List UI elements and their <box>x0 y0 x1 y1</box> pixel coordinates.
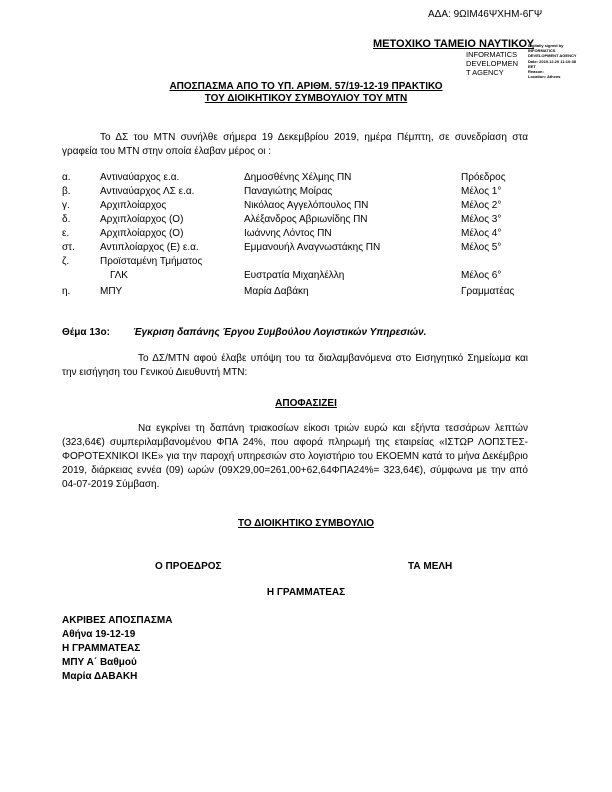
member-name: Εμμανουήλ Αναγνωστάκης ΠΝ <box>244 242 381 253</box>
member-name: Παναγιώτης Μοίρας <box>244 186 333 197</box>
member-position: Μέλος 5° <box>461 242 502 253</box>
member-role: Αντιναύαρχος ΛΣ ε.α. <box>100 186 195 197</box>
member-role: Αντιπλοίαρχος (Ε) ε.α. <box>100 242 199 253</box>
closing-line: Μαρία ΔΑΒΑΚΗ <box>62 671 138 682</box>
decision-heading: ΑΠΟΦΑΣΙΖΕΙ <box>275 398 337 409</box>
member-role: Αρχιπλοίαρχος (Ο) <box>100 214 184 225</box>
stamp-line: T AGENCY <box>466 68 504 77</box>
stamp-detail: Digitally signed by <box>528 43 564 48</box>
secretary-signature: Η ΓΡΑΜΜΑΤΕΑΣ <box>266 587 346 598</box>
member-position: Μέλος 4° <box>461 228 502 239</box>
closing-line: ΜΠΥ Α΄ Βαθμού <box>62 657 137 668</box>
fund-name: ΜΕΤΟΧΙΚΟ ΤΑΜΕΙΟ ΝΑΥΤΙΚΟΥ <box>373 38 535 50</box>
closing-line: Αθήνα 19-12-19 <box>62 629 136 640</box>
stamp-detail: Reason: <box>528 69 544 75</box>
member-letter: γ. <box>62 200 70 211</box>
intro-paragraph: Το ΔΣ του ΜΤΝ συνήλθε σήμερα 19 Δεκεμβρίου 2019, ημέρα Πέμπτη, σε συνεδρίαση στα γραφεία του ΜΤΝ στην οποία έλαβαν μέρος οι : <box>62 132 528 157</box>
member-name: Ιωάννης Λόντος ΠΝ <box>244 228 332 239</box>
member-role: Προϊσταμένη Τμήματος <box>100 256 203 267</box>
member-role: Αρχιπλοίαρχος (Ο) <box>100 228 184 239</box>
member-position: Μέλος 6° <box>461 270 502 281</box>
member-name: Νικόλαος Αγγελόπουλος ΠΝ <box>244 200 369 211</box>
document-title-line-1: ΑΠΟΣΠΑΣΜΑ ΑΠΟ ΤΟ ΥΠ. ΑΡΙΘΜ. 57/19-12-19 ΠΡΑΚΤΙΚΟ <box>169 81 443 92</box>
closing-block <box>62 614 262 684</box>
stamp-detail: INFORMATICS <box>528 48 556 54</box>
member-letter: ζ. <box>62 256 70 267</box>
member-position: Μέλος 1° <box>461 186 502 197</box>
member-position: Μέλος 2° <box>461 200 502 211</box>
decision-paragraph: Να εγκρίνει τη δαπάνη τριακοσίων είκοσι τριών ευρώ και εξήντα τεσσάρων λεπτών (323,64€) συμπεριλαμβανομένου ΦΠΑ 24%, που αφορά πληρωμή της εταιρείας «ΙΣΤΩΡ ΛΟΠΣΤΕΣ-ΦΟΡΟΤΕΧΝΙΚΟΙ ΙΚΕ» για την παροχή υπηρεσιών στο λογιστήριο του ΕΚΟΕΜΝ κατά το μήνα Δεκέμβριο 2019, διάρκειας εννέα (09) ωρών (09Χ29,00=261,00+62,64ΦΠΑ24%= 323,64€), σύμφωνα με την από 04-07-2019 Σύμβαση. <box>62 423 528 490</box>
member-position: Μέλος 3° <box>461 214 502 225</box>
board-heading: ΤΟ ΔΙΟΙΚΗΤΙΚΟ ΣΥΜΒΟΥΛΙΟ <box>238 518 374 529</box>
signature-stamp-details <box>528 43 577 79</box>
members-signature: ΤΑ ΜΕΛΗ <box>408 561 453 572</box>
member-position: Πρόεδρος <box>461 172 506 183</box>
member-letter: α. <box>62 172 71 183</box>
subject-text: Έγκριση δαπάνης Έργου Συμβούλου Λογιστικών Υπηρεσιών. <box>133 327 427 338</box>
member-position: Γραμματέας <box>461 286 515 297</box>
member-letter: η. <box>62 286 71 297</box>
stamp-detail: DEVELOPMENT AGENCY <box>528 53 577 59</box>
president-signature: Ο ΠΡΟΕΔΡΟΣ <box>155 561 222 572</box>
stamp-detail: Date: 2019.12.20 11:10:38 <box>528 58 577 64</box>
stamp-line: DEVELOPMEN <box>466 59 519 68</box>
member-letter: δ. <box>62 214 71 225</box>
ada-code: ΑΔΑ: 9ΩΙΜ46ΨΧΗΜ-6ΓΨ <box>428 9 543 20</box>
member-role: Αρχιπλοίαρχος <box>100 200 167 211</box>
signature-stamp <box>466 50 518 77</box>
member-letter: ε. <box>62 228 70 239</box>
member-letter: στ. <box>62 242 75 253</box>
member-name: Ευστρατία Μιχαηλέλλη <box>244 270 345 281</box>
member-role: Αντιναύαρχος ε.α. <box>100 172 180 183</box>
member-letter: β. <box>62 186 71 197</box>
stamp-detail: Location: Athens <box>528 74 561 80</box>
stamp-detail: EET <box>528 63 536 69</box>
member-role: ΓΛΚ <box>110 270 128 281</box>
closing-line: Η ΓΡΑΜΜΑΤΕΑΣ <box>62 643 141 654</box>
document-title-line-2: ΤΟΥ ΔΙΟΙΚΗΤΙΚΟΥ ΣΥΜΒΟΥΛΙΟΥ ΤΟΥ ΜΤΝ <box>204 93 408 104</box>
stamp-line: INFORMATICS <box>466 50 518 59</box>
member-name: Μαρία Δαβάκη <box>244 286 309 297</box>
consideration-paragraph: Το ΔΣ/ΜΤΝ αφού έλαβε υπόψη του τα διαλαμβανόμενα στο Εισηγητικό Σημείωμα και την εισήγηση του Γενικού Διευθυντή ΜΤΝ: <box>62 353 528 378</box>
member-role: ΜΠΥ <box>100 286 123 297</box>
member-name: Αλέξανδρος Αβριωνίδης ΠΝ <box>244 214 368 225</box>
subject-label: Θέμα 13ο: <box>62 327 110 338</box>
closing-line: ΑΚΡΙΒΕΣ ΑΠΟΣΠΑΣΜΑ <box>62 615 173 626</box>
member-name: Δημοσθένης Χέλμης ΠΝ <box>244 172 352 183</box>
